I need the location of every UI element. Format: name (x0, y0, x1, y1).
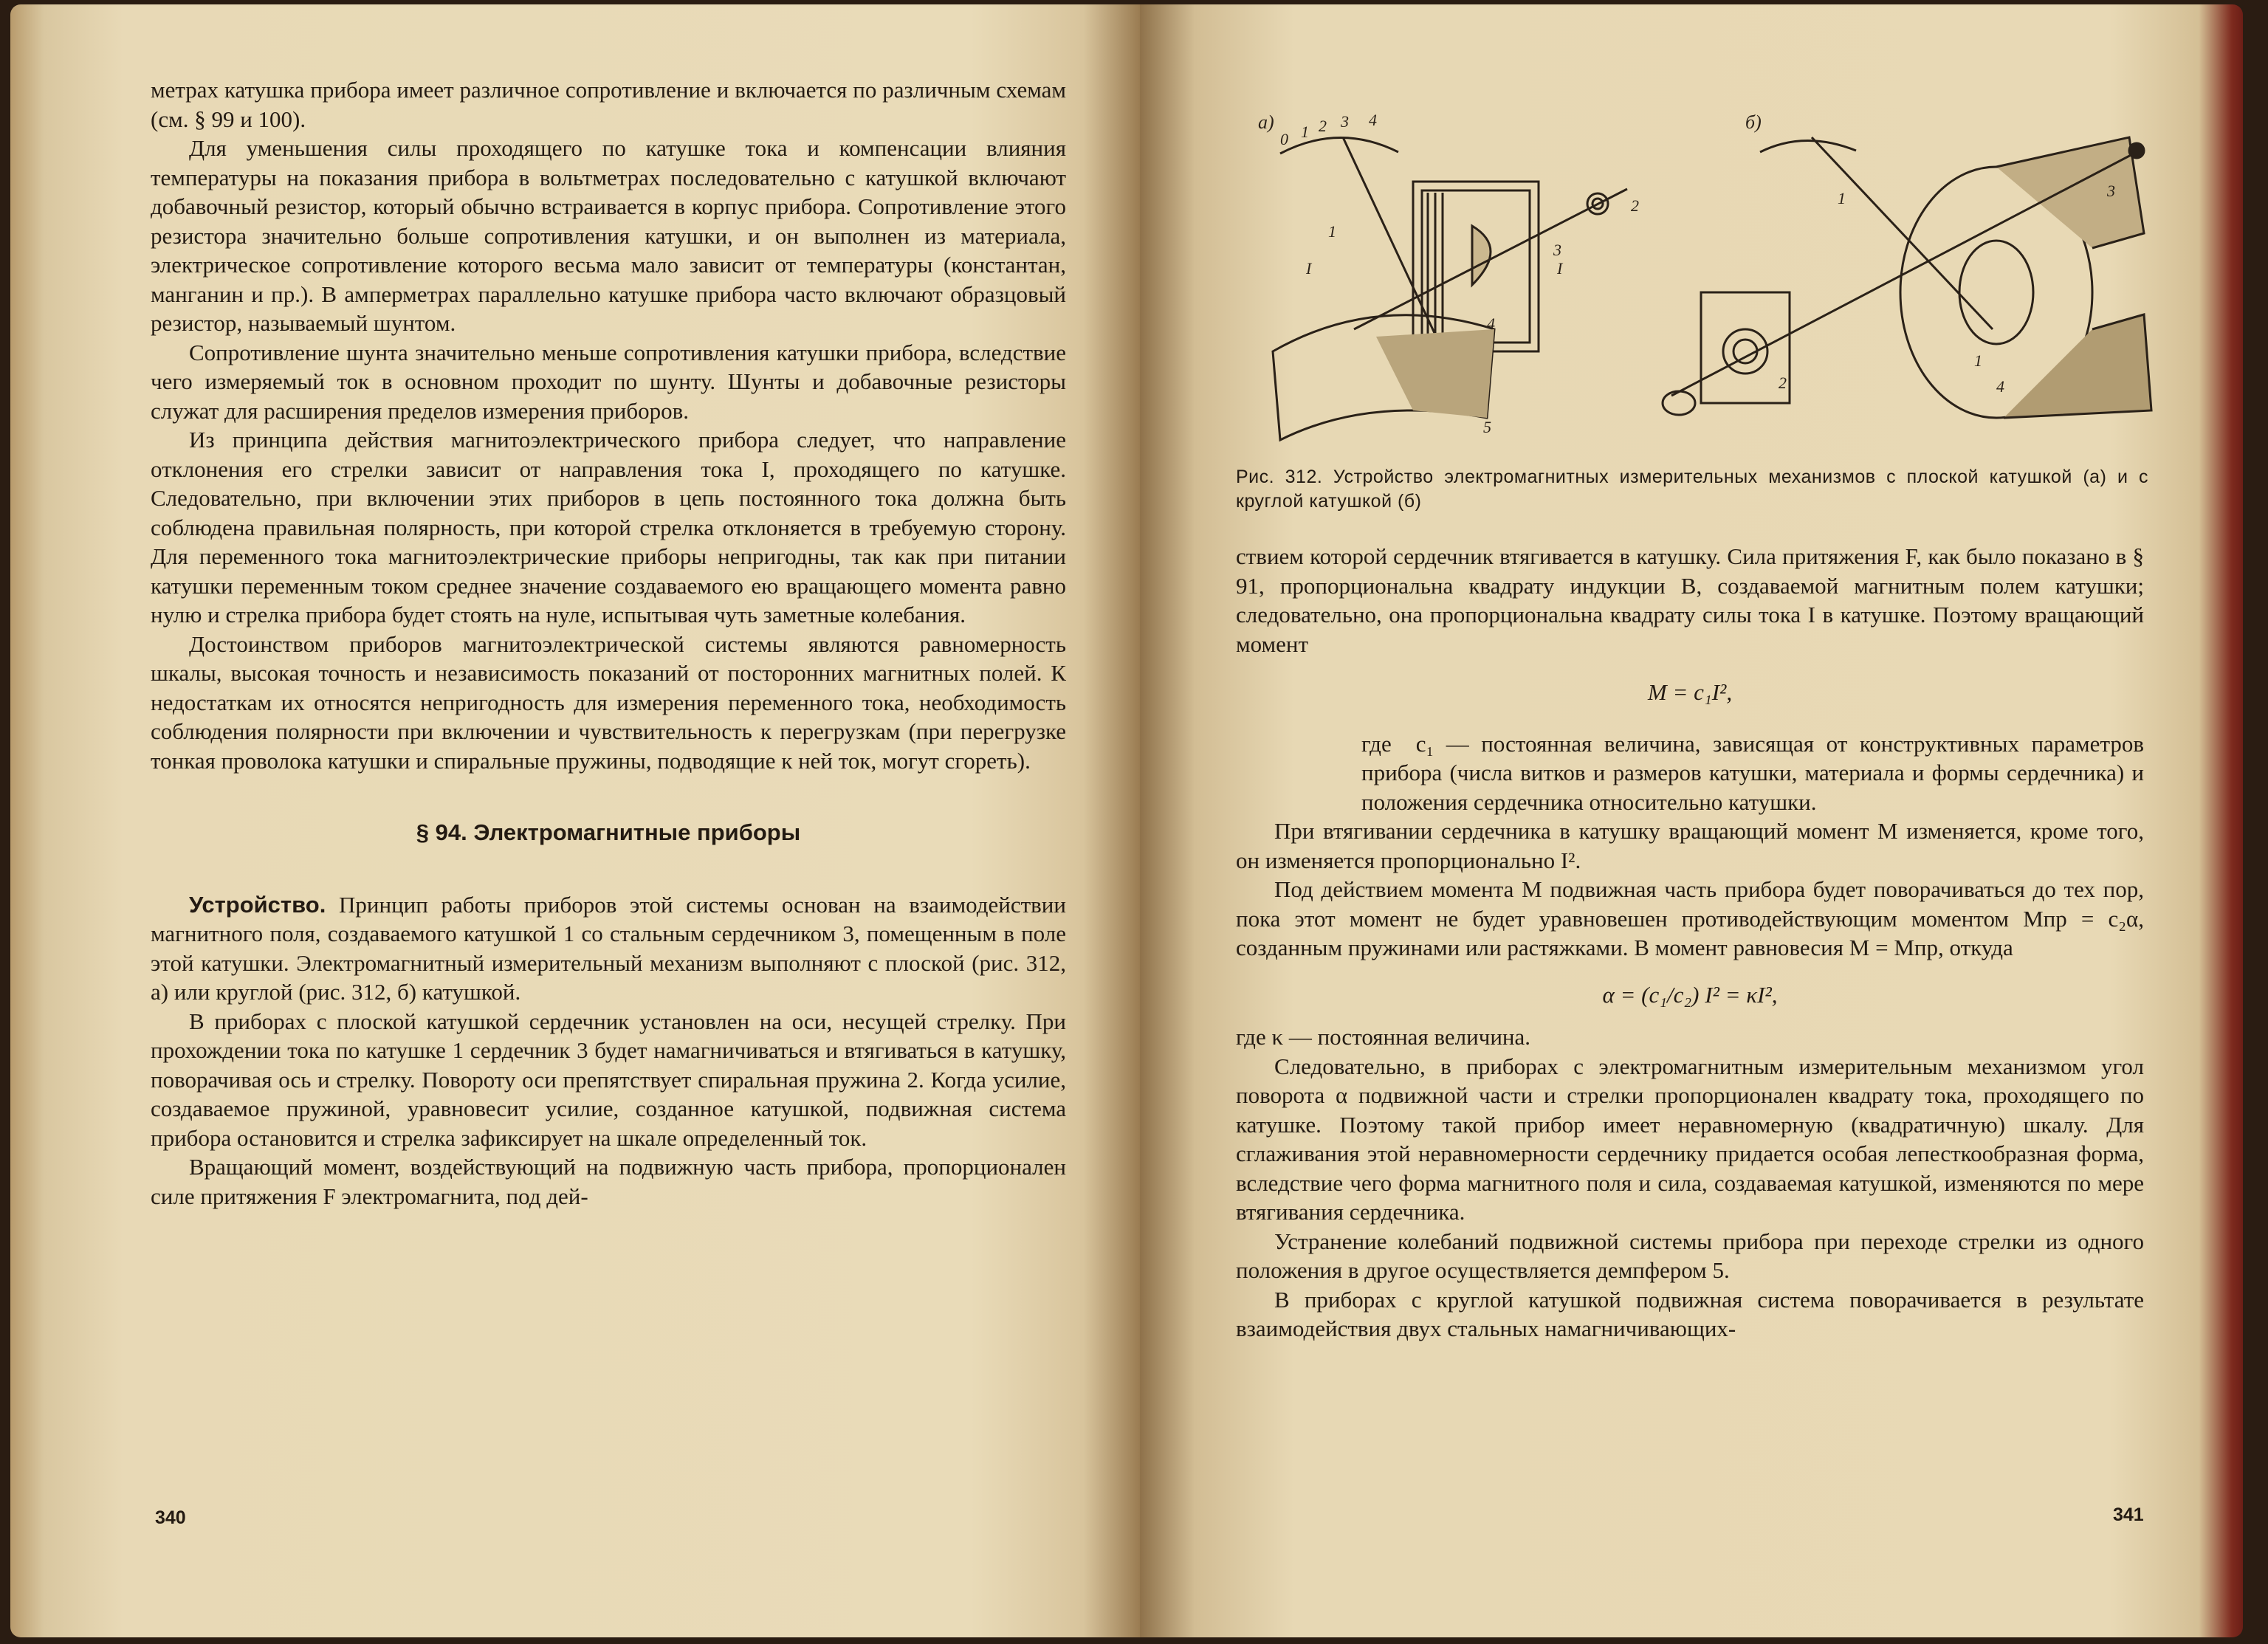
paragraph: Под действием момента M подвижная часть прибора будет поворачиваться до тех пор, пока этот момент не будет уравновешен противодействующим моментом Mпр = c₂α, созданным пружинами или растяжками. В момент равновесия M = Mпр, откуда (1236, 876, 2144, 960)
left-page-text (151, 75, 1066, 1211)
scale-arc-b (1760, 140, 1856, 152)
scale-arc-a (1280, 137, 1398, 154)
spiral-spring-b (1723, 329, 1767, 374)
part-label: 1 (1838, 189, 1846, 207)
where-definition (1236, 729, 2144, 817)
left-page (10, 4, 1140, 1637)
part-label: 3 (2107, 182, 2115, 200)
paragraph: Устранение колебаний подвижной системы прибора при переходе стрелки из одного положения в другое осуществляется демпфером 5. (1236, 1228, 2144, 1283)
paragraph: Следовательно, в приборах с электромагнитным измерительным механизмом угол поворота α подвижной части и стрелки пропорционален квадрату тока, проходящего по катушке. Поэтому такой прибор имеет неравномерную (квадратичную) шкалу. Для сглаживания этой неравномерности сердечнику придается особая лепесткообразная форма, вследствие чего форма магнитного поля и сила, создаваемая катушкой, изменяются по мере втягивания сердечника. (1236, 1053, 2144, 1225)
page-number: 340 (155, 1507, 186, 1528)
part-label: 4 (1487, 314, 1495, 333)
part-label: 2 (1779, 374, 1787, 392)
section-heading: § 94. Электромагнитные приборы (416, 819, 801, 845)
part-label: I (1306, 259, 1312, 278)
paragraph: Достоинством приборов магнитоэлектрической системы являются равномерность шкалы, высокая точность и независимость показаний от посторонних магнитных полей. К недостаткам их относятся непригодность для измерения переменного тока, необходимость соблюдения полярности при включении и чувствительность к перегрузкам (при перегрузке тонкая проволока катушки и спиральные пружины, подводящие к ней ток, могут сгореть). (151, 630, 1066, 774)
spring-holder (1701, 292, 1790, 403)
part-label: 5 (1483, 418, 1491, 436)
part-label: 2 (1631, 196, 1639, 215)
paragraph: метрах катушка прибора имеет различное сопротивление и включается по различным схемам (см. § 99 и 100). (151, 77, 1066, 132)
right-page (1140, 4, 2243, 1637)
paragraph: Из принципа действия магнитоэлектрического прибора следует, что направление отклонения его стрелки зависит от направления тока I, проходящего по катушке. Следовательно, при включении этих приборов в цепь постоянного тока должна быть соблюдена правильная полярность, при которой стрелка отклоняется в требуемую сторону. Для переменного тока магнитоэлектрические приборы непригодны, так как при питании катушки переменным током среднее значение создаваемого ею вращающего момента равно нулю и стрелка прибора будет стоять на нуле, испытывая чуть заметные колебания. (151, 427, 1066, 627)
paragraph: Для уменьшения силы проходящего по катушке тока и компенсации влияния температуры на показания прибора в вольтметрах последовательно с катушкой включают добавочный резистор, который обычно встраивается в корпус прибора. Сопротивление этого резистора значительно больше сопротивления катушки, и он выполнен из материала, электрическое сопротивление которого весьма мало зависит от температуры (константан, манганин и пр.). В амперметрах параллельно катушке прибора часто включают образцовый резистор, называемый шунтом. (151, 135, 1066, 336)
magnet-block (2004, 314, 2151, 418)
book-spread (10, 4, 2243, 1637)
magnet-block (1996, 137, 2144, 248)
axis (1354, 189, 1627, 329)
paragraph: Вращающий момент, воздействующий на подвижную часть прибора, пропорционален силе притяжения F электромагнита, под дей- (151, 1154, 1066, 1209)
part-label: 4 (1996, 377, 2004, 396)
formula: M = c₁I², (1647, 679, 1733, 705)
right-page-text (1236, 542, 2144, 1344)
part-label: 1 (1328, 222, 1336, 241)
lead-term: Устройство. (189, 891, 326, 918)
paragraph: В приборах с плоской катушкой сердечник установлен на оси, несущей стрелку. При прохождении тока по катушке 1 сердечник 3 будет намагничиваться и втягиваться в катушку, поворачивая ось и стрелку. Повороту оси препятствует спиральная пружина 2. Когда усилие, создаваемое пружиной, уравновесит усилие, созданное катушкой, подвижная система прибора остановится и стрелка зафиксирует на шкале определенный ток. (151, 1008, 1066, 1151)
instrument-drawing (1228, 108, 2159, 455)
paragraph: Сопротивление шунта значительно меньше сопротивления катушки прибора, вследствие чего измеряемый ток в основном проходит по шунту. Шунты и добавочные резисторы служат для расширения пределов измерения приборов. (151, 339, 1066, 424)
scale-number: 1 (1301, 123, 1309, 141)
scale-number: 3 (1341, 112, 1349, 131)
scale-numbers (1280, 111, 1377, 148)
figure-label-b: б) (1745, 111, 1762, 133)
scale-number: 0 (1280, 130, 1288, 148)
part-label: 1 (1974, 351, 1982, 370)
scale-number: 2 (1319, 117, 1327, 135)
paragraph: При втягивании сердечника в катушку вращающий момент M изменяется, кроме того, он изменяется пропорционально I². (1236, 818, 2144, 873)
where-definition: где κ — постоянная величина. (1236, 1024, 1531, 1050)
paragraph: ствием которой сердечник втягивается в катушку. Сила притяжения F, как было показано в § 91, пропорциональна квадрату индукции B, создаваемой магнитным полем катушки; следовательно, она пропорциональна квадрату силы тока I в катушке. Поэтому вращающий момент (1236, 543, 2144, 657)
figure-caption: Рис. 312. Устройство электромагнитных измерительных механизмов с плоской катушкой (а) и с круглой катушкой (б) (1236, 467, 2148, 512)
paragraph: В приборах с круглой катушкой подвижная система поворачивается в результате взаимодействия двух стальных намагничивающих- (1236, 1286, 2144, 1341)
scale-number: 4 (1369, 111, 1377, 129)
formula: α = (c₁/c₂) I² = κI², (1602, 981, 1778, 1008)
core-plate (1472, 226, 1491, 285)
page-number: 341 (2113, 1504, 2144, 1525)
adjust-screw (1663, 391, 1695, 415)
lead-paragraph-text: Принцип работы приборов этой системы основан на взаимодействии магнитного поля, создаваемого катушкой 1 со стальным сердечником 3, помещенным в поле этой катушки. Электромагнитный измерительный механизм выполняют с плоской (рис. 312, а) или круглой (рис. 312, б) катушкой. (151, 891, 1066, 1005)
figure-312 (1228, 108, 2159, 455)
part-label: I (1557, 259, 1563, 278)
pointer-needle (1343, 137, 1450, 366)
pointer-needle-b (1812, 137, 1993, 329)
lead-paragraph (151, 890, 1066, 1007)
where-label: где (1361, 730, 1392, 757)
figure-label-a: а) (1258, 111, 1274, 133)
where-text: c₁ — постоянная величина, зависящая от конструктивных параметров прибора (числа витков и размеров катушки, материала и формы сердечника) и положения сердечника относительно катушки. (1361, 730, 2145, 815)
part-label: 3 (1553, 241, 1561, 259)
